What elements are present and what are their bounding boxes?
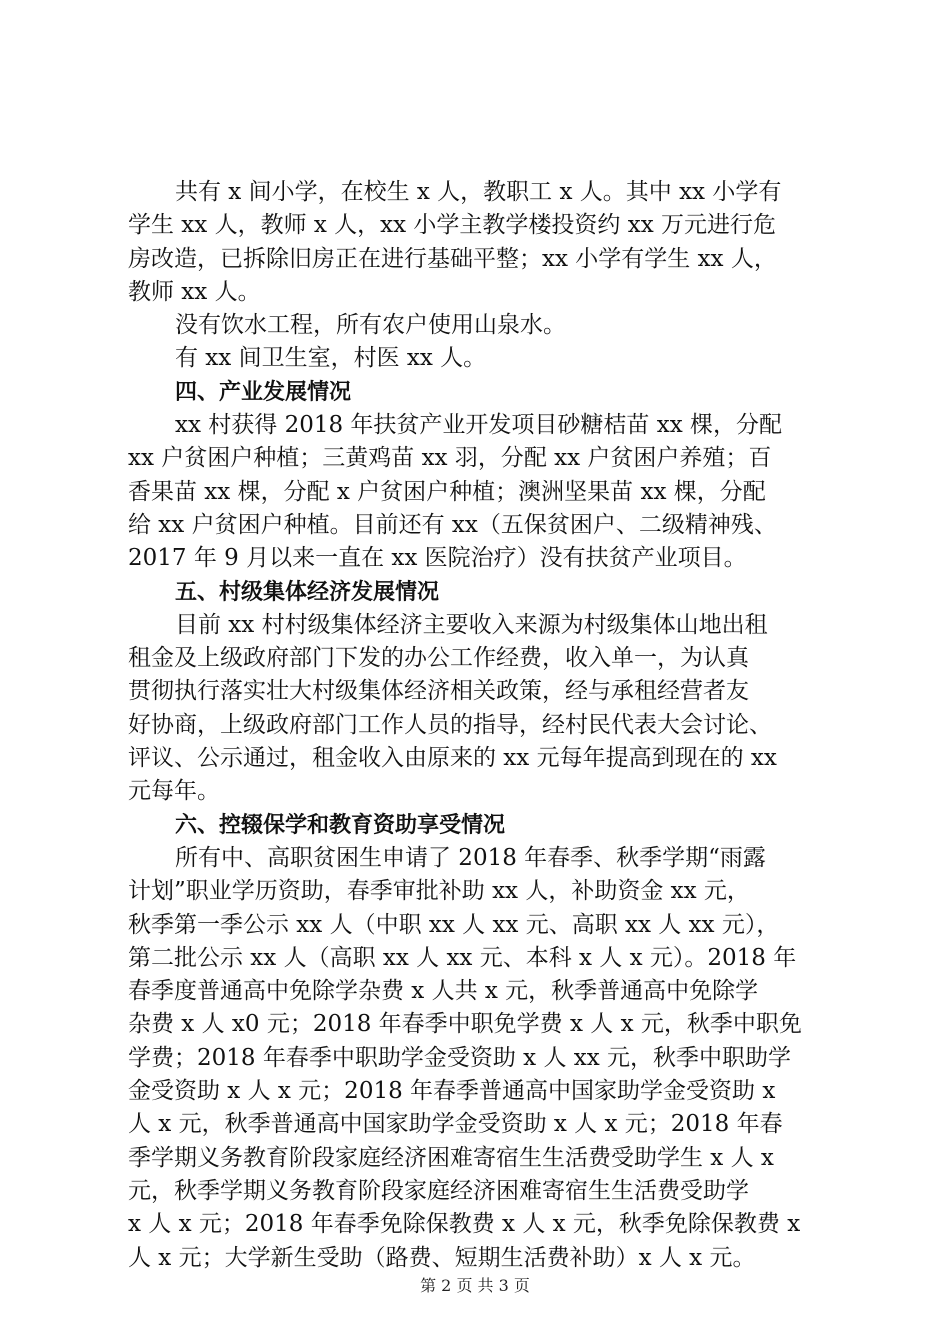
text-line: 元每年。 [128,778,220,805]
text-line: 没有饮水工程，所有农户使用山泉水。 [175,312,566,339]
text-line: 春季度普通高中免除学杂费 x 人共 x 元，秋季普通高中免除学 [128,978,759,1005]
document-body [128,176,840,1275]
page-footer: 第 2 页 共 3 页 [420,1276,530,1295]
text-line: 香果苗 xx 棵，分配 x 户贫困户种植；澳洲坚果苗 xx 棵，分配 [128,478,766,505]
text-line: x 人 x 元；2018 年春季免除保教费 x 人 x 元，秋季免除保教费 x [128,1211,801,1238]
text-line: 人 x 元；大学新生受助（路费、短期生活费补助）x 人 x 元。 [128,1244,756,1271]
text-line: 杂费 x 人 x0 元；2018 年春季中职免学费 x 人 x 元，秋季中职免 [128,1011,802,1038]
text-line: 学生 xx 人，教师 x 人，xx 小学主教学楼投资约 xx 万元进行危 [128,212,776,239]
text-line: 季学期义务教育阶段家庭经济困难寄宿生生活费受助学生 x 人 x [128,1144,774,1171]
text-line: 房改造，已拆除旧房正在进行基础平整；xx 小学有学生 xx 人， [128,245,777,272]
text-line: 好协商，上级政府部门工作人员的指导，经村民代表大会讨论、 [128,711,772,738]
text-line: 人 x 元，秋季普通高中国家助学金受资助 x 人 x 元；2018 年春 [128,1111,783,1138]
section-heading: 四、产业发展情况 [175,379,352,405]
text-line: 2017 年 9 月以来一直在 xx 医院治疗）没有扶贫产业项目。 [128,545,747,572]
text-line: 金受资助 x 人 x 元；2018 年春季普通高中国家助学金受资助 x [128,1078,776,1105]
text-line: 给 xx 户贫困户种植。目前还有 xx（五保贫困户、二级精神残、 [128,511,777,538]
text-line: 租金及上级政府部门下发的办公工作经费，收入单一，为认真 [128,645,749,672]
text-line: 评议、公示通过，租金收入由原来的 xx 元每年提高到现在的 xx [128,745,777,772]
text-line: 计划”职业学历资助，春季审批补助 xx 人，补助资金 xx 元， [128,878,750,905]
text-line: 有 xx 间卫生室，村医 xx 人。 [175,345,487,372]
text-line: xx 村获得 2018 年扶贫产业开发项目砂糖桔苗 xx 棵，分配 [175,412,782,439]
text-line: 共有 x 间小学，在校生 x 人，教职工 x 人。其中 xx 小学有 [175,179,782,205]
section-heading: 六、控辍保学和教育资助享受情况 [175,812,506,838]
text-line: 第二批公示 xx 人（高职 xx 人 xx 元、本科 x 人 x 元）。2018 年 [128,944,797,971]
text-line: 目前 xx 村村级集体经济主要收入来源为村级集体山地出租 [175,611,768,638]
text-line: 学费；2018 年春季中职助学金受资助 x 人 xx 元，秋季中职助学 [128,1044,792,1071]
text-line: xx 户贫困户种植；三黄鸡苗 xx 羽，分配 xx 户贫困户养殖；百 [128,445,772,472]
section-heading: 五、村级集体经济发展情况 [175,579,440,605]
text-line: 教师 xx 人。 [128,278,261,305]
text-line: 元，秋季学期义务教育阶段家庭经济困难寄宿生生活费受助学 [128,1177,749,1204]
text-line: 秋季第一季公示 xx 人（中职 xx 人 xx 元、高职 xx 人 xx 元）， [128,911,780,938]
text-line: 所有中、高职贫困生申请了 2018 年春季、秋季学期“雨露 [175,844,766,871]
text-line: 贯彻执行落实壮大村级集体经济相关政策，经与承租经营者友 [128,678,749,705]
